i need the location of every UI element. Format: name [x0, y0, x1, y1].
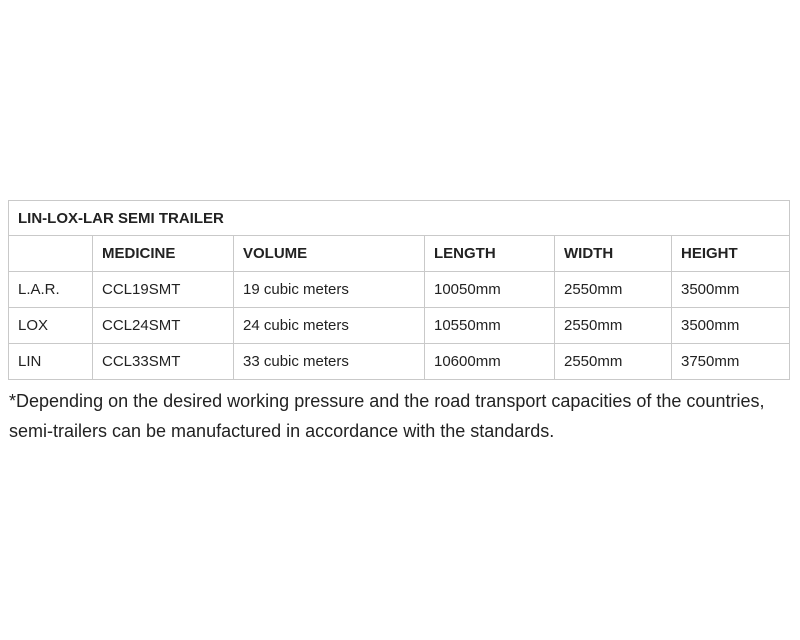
cell-height: 3500mm [672, 308, 790, 344]
cell-volume: 24 cubic meters [234, 308, 425, 344]
column-header-volume: VOLUME [234, 236, 425, 272]
cell-volume: 33 cubic meters [234, 344, 425, 380]
column-header-medicine: MEDICINE [93, 236, 234, 272]
column-header-height: HEIGHT [672, 236, 790, 272]
cell-medicine: CCL24SMT [93, 308, 234, 344]
column-header-width: WIDTH [555, 236, 672, 272]
table-row [9, 308, 790, 344]
table-row [9, 272, 790, 308]
cell-length: 10550mm [425, 308, 555, 344]
cell-width: 2550mm [555, 344, 672, 380]
footnote: *Depending on the desired working pressure and the road transport capacities of the countries, semi-trailers can be manufactured in accordance with the standards. [9, 391, 765, 441]
column-header-length: LENGTH [425, 236, 555, 272]
cell-height: 3500mm [672, 272, 790, 308]
cell-type: LIN [9, 344, 93, 380]
cell-medicine: CCL19SMT [93, 272, 234, 308]
cell-length: 10600mm [425, 344, 555, 380]
cell-length: 10050mm [425, 272, 555, 308]
cell-width: 2550mm [555, 308, 672, 344]
table-row [9, 344, 790, 380]
table-title: LIN-LOX-LAR SEMI TRAILER [9, 201, 790, 236]
column-header-type [9, 236, 93, 272]
cell-medicine: CCL33SMT [93, 344, 234, 380]
cell-height: 3750mm [672, 344, 790, 380]
semi-trailer-spec-table [8, 200, 790, 380]
cell-type: L.A.R. [9, 272, 93, 308]
table-header-row [9, 236, 790, 272]
cell-type: LOX [9, 308, 93, 344]
table-title-row [9, 201, 790, 236]
cell-volume: 19 cubic meters [234, 272, 425, 308]
cell-width: 2550mm [555, 272, 672, 308]
